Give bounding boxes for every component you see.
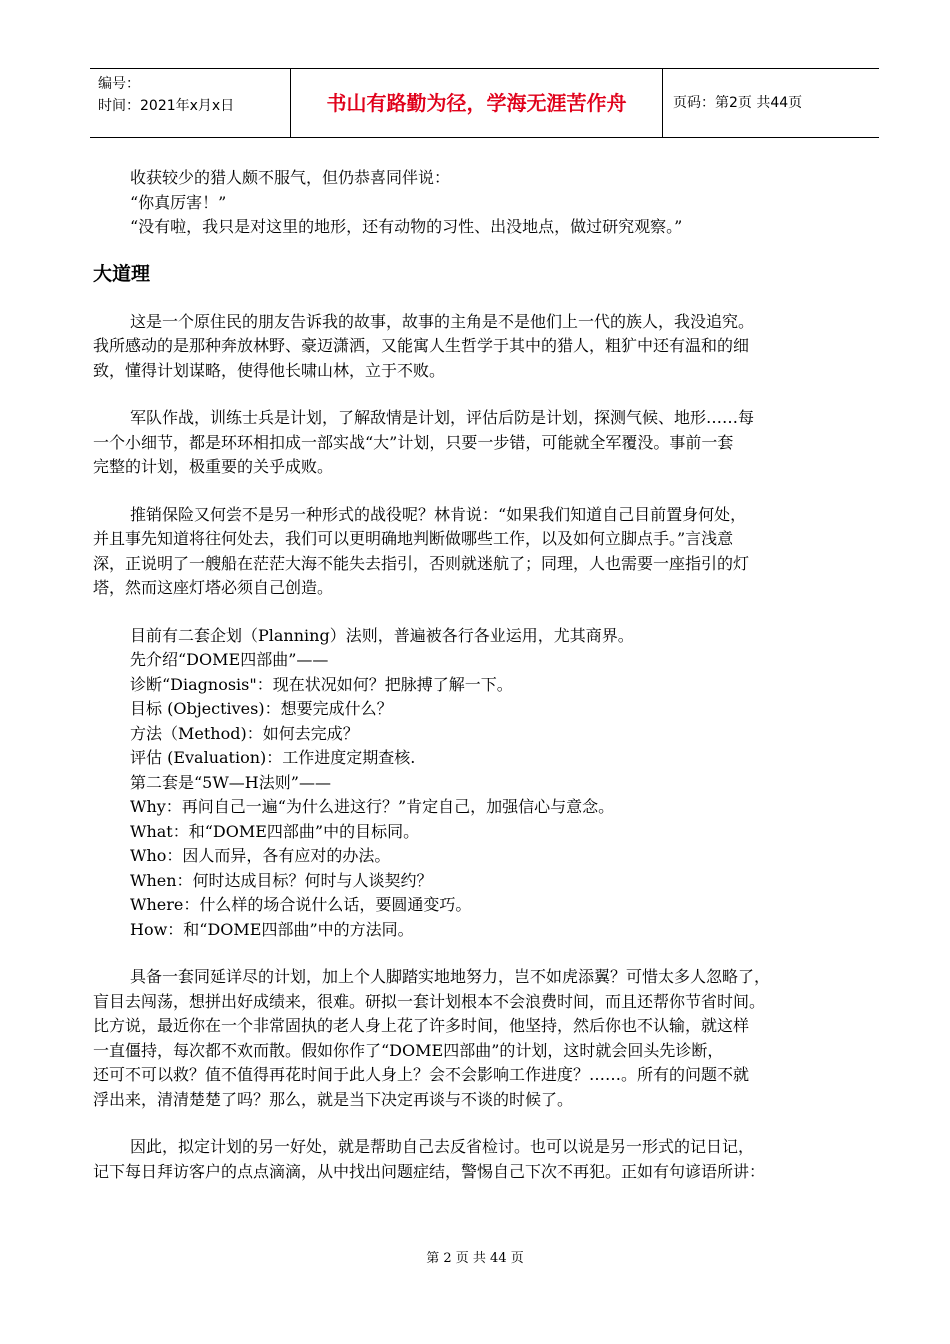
list-item: 方法（Method)：如何去完成？ bbox=[130, 723, 359, 743]
paragraph-line: 因此，拟定计划的另一好处，就是帮助自己去反省检讨。也可以说是另一形式的记日记， bbox=[130, 1137, 755, 1156]
paragraph-line: 推销保险又何尝不是另一种形式的战役呢？林肯说：“如果我们知道自己目前置身何处， bbox=[130, 504, 747, 524]
paragraph-line: 完整的计划，极重要的关乎成败。 bbox=[93, 457, 334, 476]
paragraph-line: 具备一套同延详尽的计划，加上个人脚踏实地地努力，岂不如虎添翼？可惜太多人忽略了， bbox=[130, 967, 771, 986]
header-page-info: 页码：第2页 共44页 bbox=[673, 95, 803, 111]
list-item: 先介绍“DOME四部曲”—— bbox=[130, 650, 329, 669]
paragraph-line: 一个小细节，都是环环相扣成一部实战“大”计划，只要一步错，可能就全军覆没。事前一套 bbox=[93, 432, 734, 452]
list-item: Who：因人而异，各有应对的办法。 bbox=[130, 846, 391, 865]
paragraph-line: 收获较少的猎人颇不服气，但仍恭喜同伴说： bbox=[130, 168, 451, 187]
list-item: 目前有二套企划（Planning）法则，普遍被各行各业运用，尤其商界。 bbox=[130, 625, 634, 645]
header-motto: 书山有路勤为径，学海无涯苦作舟 bbox=[290, 69, 663, 137]
paragraph-line: 军队作战，训练士兵是计划，了解敌情是计划，评估后防是计划，探测气候、地形……每 bbox=[130, 408, 755, 427]
paragraph-line: 这是一个原住民的朋友告诉我的故事，故事的主角是不是他们上一代的族人，我没追究。 bbox=[130, 311, 755, 331]
paragraph-line: 盲目去闯荡，想拼出好成绩来，很难。研拟一套计划根本不会浪费时间，而且还帮你节省时间。 bbox=[93, 991, 766, 1011]
paragraph-line: 还可不可以救？值不值得再花时间于此人身上？会不会影响工作进度？……。所有的问题不就 bbox=[93, 1065, 750, 1084]
document-number-label: 编号： bbox=[98, 76, 140, 92]
list-item: 评估 (Evaluation)：工作进度定期查核. bbox=[130, 748, 416, 767]
paragraph-line: 我所感动的是那种奔放林野、豪迈潇洒，又能寓人生哲学于其中的猎人，粗犷中还有温和的细 bbox=[93, 336, 750, 355]
list-item: When：何时达成目标？何时与人谈契约？ bbox=[130, 870, 433, 890]
list-item: How：和“DOME四部曲”中的方法同。 bbox=[130, 919, 414, 939]
document-time-label: 时间：2021年x月x日 bbox=[98, 98, 235, 114]
planning-list bbox=[93, 624, 893, 943]
paragraph-line: “没有啦，我只是对这里的地形，还有动物的习性、出没地点，做过研究观察。” bbox=[130, 217, 683, 236]
list-item: 目标 (Objectives)：想要完成什么？ bbox=[130, 699, 393, 718]
paragraph bbox=[93, 1135, 893, 1184]
paragraph-line: 一直僵持，每次都不欢而散。假如你作了“DOME四部曲”的计划，这时就会回头先诊断， bbox=[93, 1040, 724, 1060]
paragraph-line: 记下每日拜访客户的点点滴滴，从中找出问题症结，警惕自己下次不再犯。正如有句谚语所讲： bbox=[93, 1161, 766, 1181]
page-footer: 第 2 页 共 44 页 bbox=[426, 1251, 524, 1266]
paragraph-line: 致，懂得计划谋略，使得他长啸山林，立于不败。 bbox=[93, 360, 446, 380]
paragraph-line: 深，正说明了一艘船在茫茫大海不能失去指引，否则就迷航了；同理，人也需要一座指引的灯 bbox=[93, 553, 750, 573]
list-item: Where：什么样的场合说什么话，要圆通变巧。 bbox=[130, 895, 472, 914]
header-meta bbox=[90, 69, 290, 137]
document-body bbox=[93, 166, 893, 1184]
page-header bbox=[90, 68, 879, 138]
list-item: 诊断“Diagnosis"：现在状况如何？把脉搏了解一下。 bbox=[130, 674, 513, 694]
paragraph bbox=[93, 406, 893, 480]
paragraph bbox=[93, 503, 893, 601]
paragraph bbox=[93, 965, 893, 1112]
paragraph-line: 并且事先知道将往何处去，我们可以更明确地判断做哪些工作，以及如何立脚点手。”言浅意 bbox=[93, 529, 734, 548]
list-item: What：和“DOME四部曲”中的目标同。 bbox=[130, 821, 420, 841]
section-heading: 大道理 bbox=[93, 262, 151, 285]
paragraph-line: 比方说，最近你在一个非常固执的老人身上花了许多时间，他坚持，然后你也不认输，就这样 bbox=[93, 1016, 750, 1035]
paragraph-line: 塔，然而这座灯塔必须自己创造。 bbox=[93, 578, 334, 597]
paragraph bbox=[93, 310, 893, 384]
paragraph-line: 浮出来，清清楚楚了吗？那么，就是当下决定再谈与不谈的时候了。 bbox=[93, 1089, 574, 1109]
list-item: 第二套是“5W—H法则”—— bbox=[130, 772, 331, 792]
paragraph-line: “你真厉害！” bbox=[130, 192, 227, 212]
list-item: Why：再问自己一遍“为什么进这行？”肯定自己，加强信心与意念。 bbox=[130, 797, 615, 816]
